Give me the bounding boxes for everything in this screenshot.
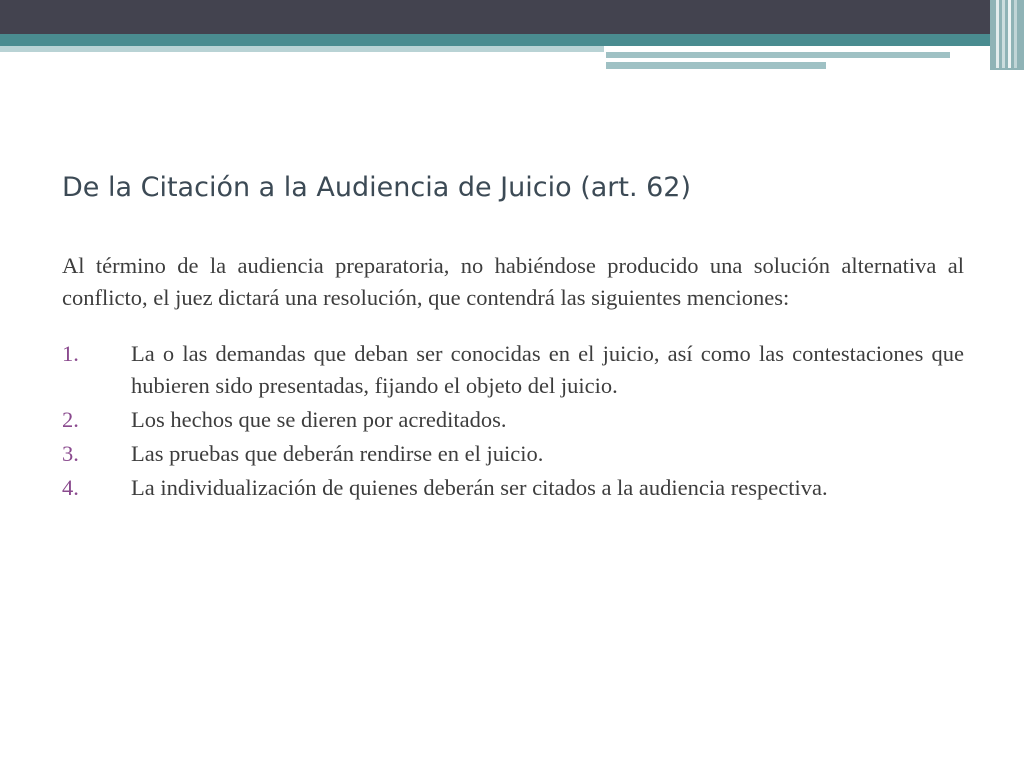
header-band-dark — [0, 0, 1024, 34]
header-band-light-right — [606, 52, 950, 58]
list-item-text: La o las demandas que deban ser conocidas en el juicio, así como las contestaciones que hubieren sido presentadas, fijando el objeto del juicio. — [131, 341, 964, 398]
list-item-number: 2. — [62, 407, 79, 432]
list-item-number: 3. — [62, 441, 79, 466]
list-item-number: 4. — [62, 475, 79, 500]
header-stripe — [996, 0, 999, 68]
header-stripe — [1002, 0, 1005, 68]
list-item-number: 1. — [62, 341, 79, 366]
header-stripe — [1008, 0, 1011, 68]
list-item — [62, 472, 964, 504]
header-band-light-right-lower — [606, 62, 826, 69]
list-item — [62, 338, 964, 402]
numbered-list — [62, 338, 964, 504]
list-item-text: La individualización de quienes deberán ser citados a la audiencia respectiva. — [131, 475, 828, 500]
list-item-text: Las pruebas que deberán rendirse en el juicio. — [131, 441, 544, 466]
header-band-light-left — [0, 46, 604, 52]
list-item — [62, 438, 964, 470]
header-band-teal — [0, 34, 1024, 46]
slide-title: De la Citación a la Audiencia de Juicio (art. 62) — [62, 172, 692, 203]
header-stripes — [996, 0, 1018, 68]
header-stripe — [1014, 0, 1017, 68]
list-item-text: Los hechos que se dieren por acreditados. — [131, 407, 507, 432]
slide-body — [62, 250, 964, 506]
list-item — [62, 404, 964, 436]
intro-paragraph: Al término de la audiencia preparatoria, no habiéndose producido una solución alternativa al conflicto, el juez dictará una resolución, que contendrá las siguientes menciones: — [62, 253, 964, 310]
